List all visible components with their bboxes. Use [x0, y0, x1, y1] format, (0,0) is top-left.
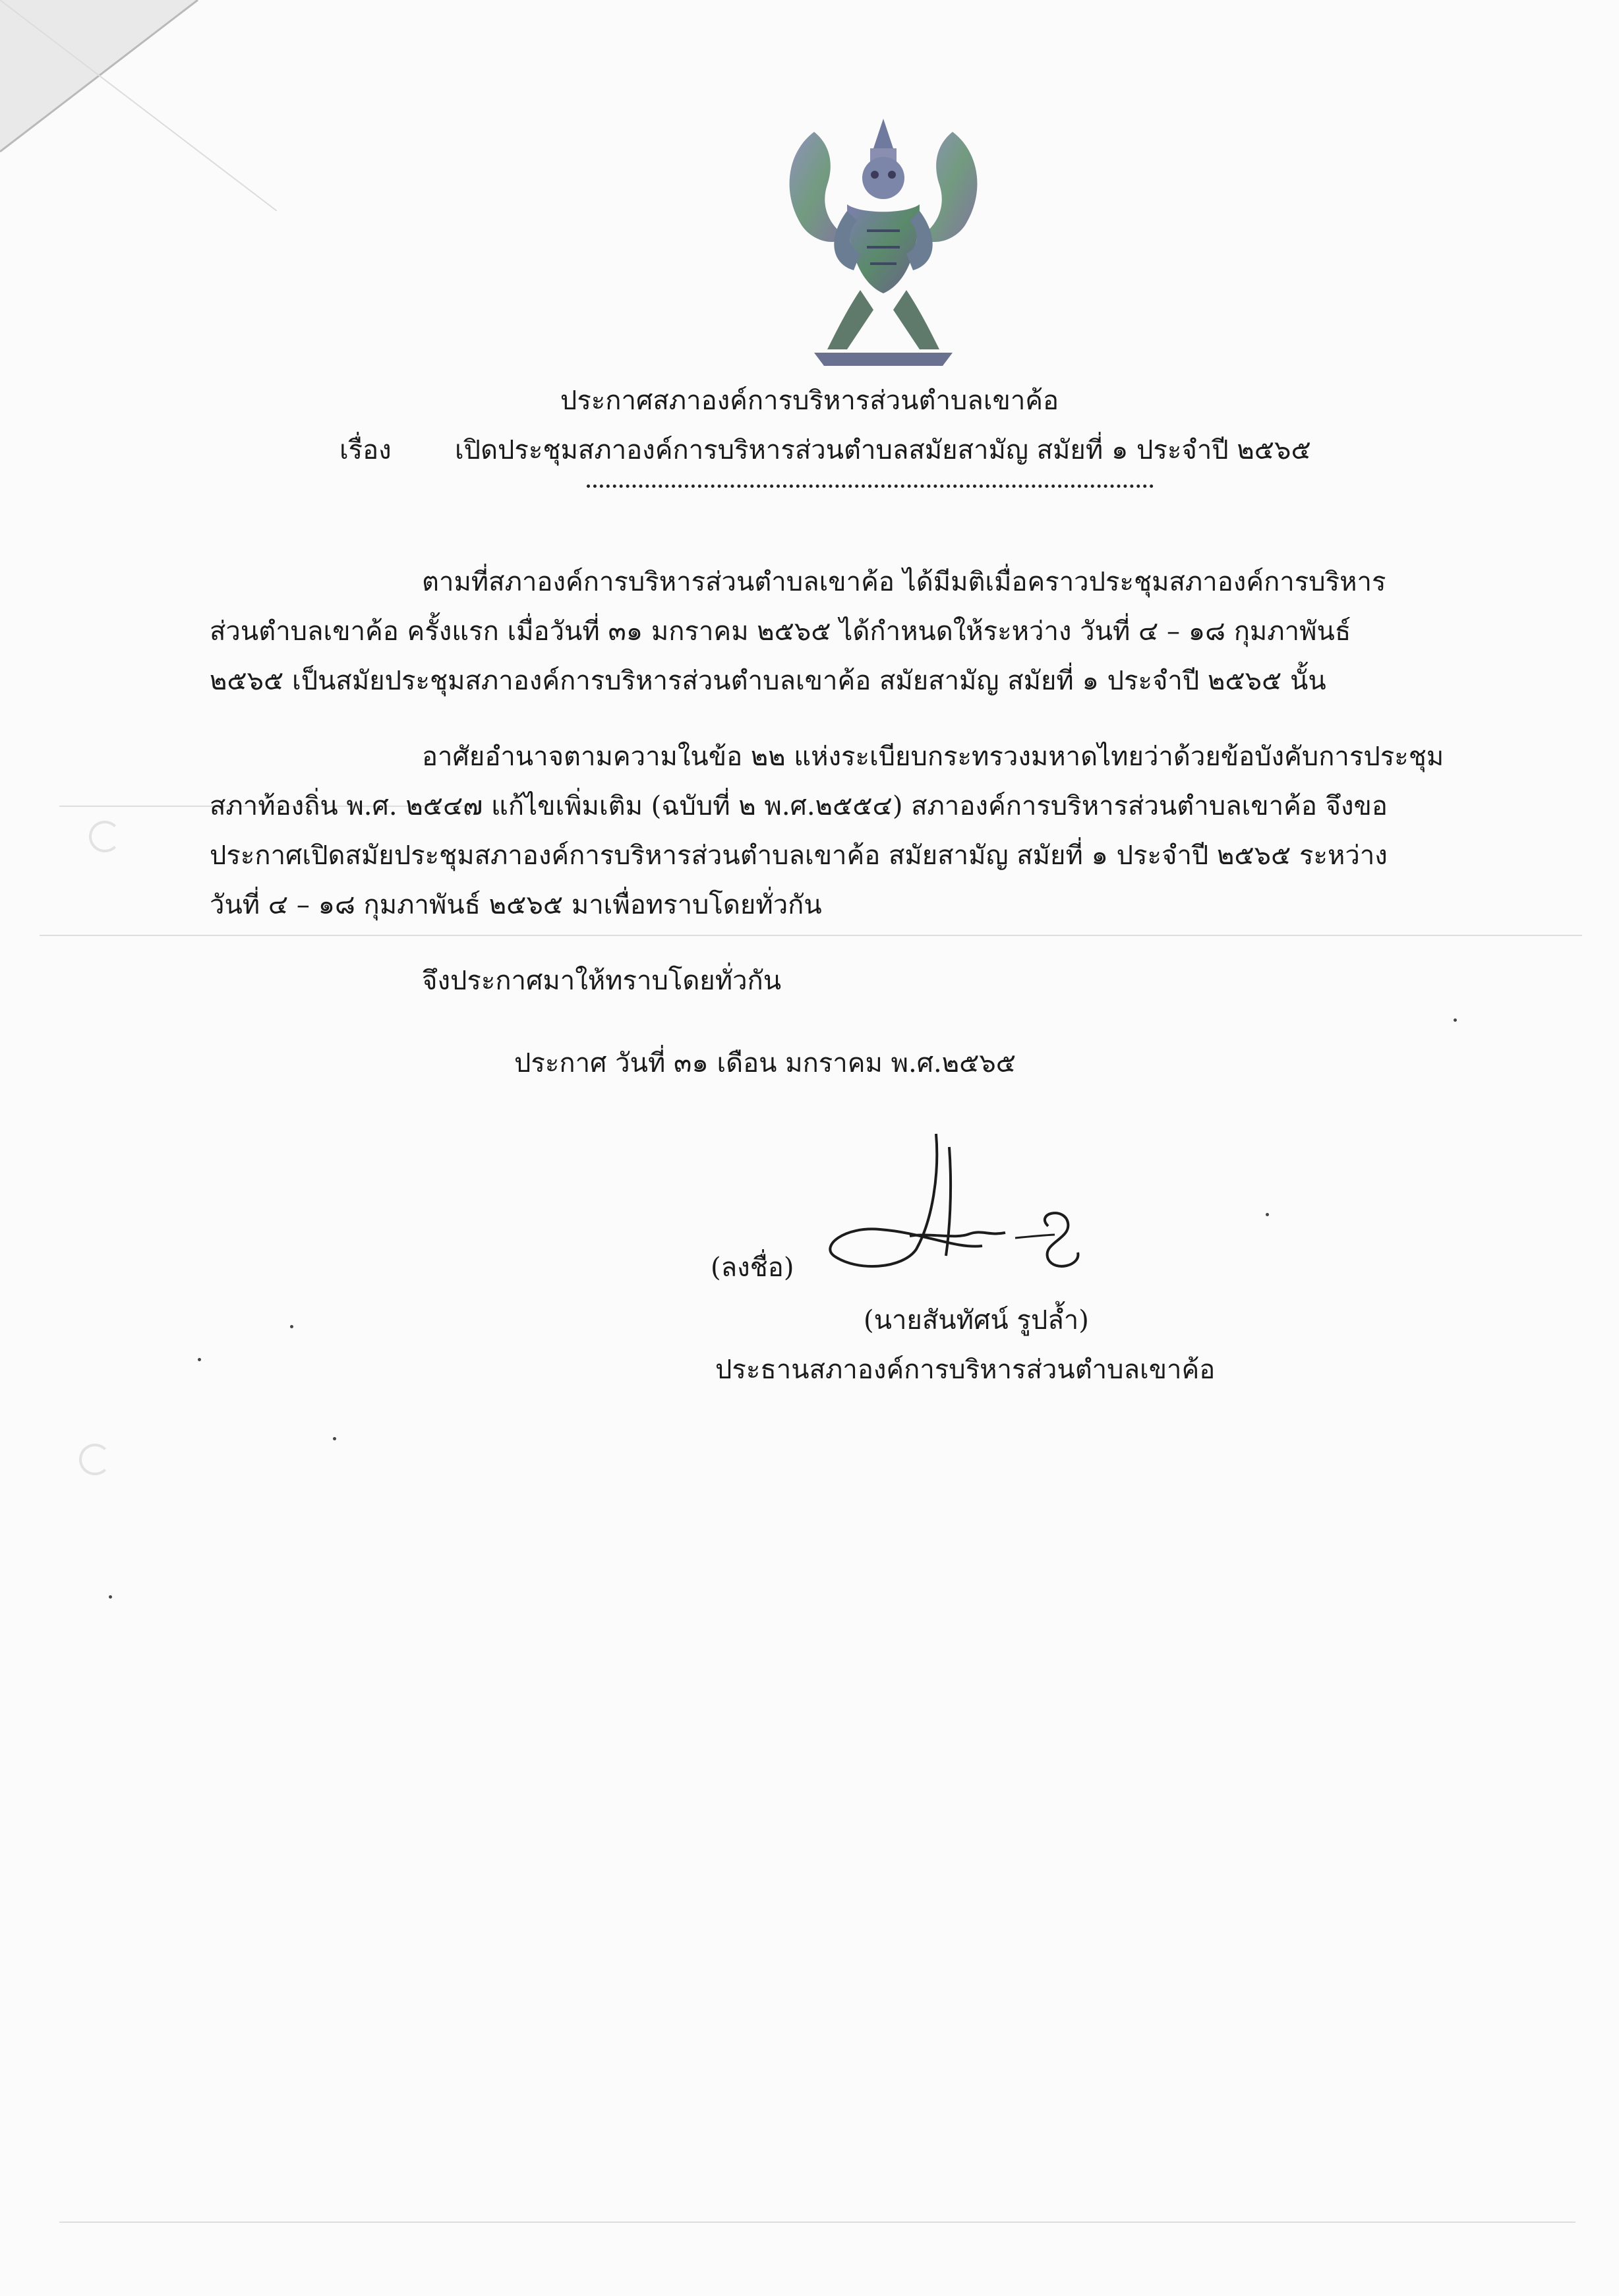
subject-text: เปิดประชุมสภาองค์การบริหารส่วนตำบลสมัยสามัญ สมัยที่ ๑ ประจำปี ๒๕๖๕ [455, 435, 1311, 465]
announcement-title: ประกาศสภาองค์การบริหารส่วนตำบลเขาค้อ [560, 386, 1059, 416]
subject-label: เรื่อง [339, 435, 392, 465]
announcement-date: ประกาศ วันที่ ๓๑ เดือน มกราคม พ.ศ.๒๕๖๕ [514, 1048, 1016, 1078]
dotted-divider [587, 485, 1154, 488]
paragraph1-line: ๒๕๖๕ เป็นสมัยประชุมสภาองค์การบริหารส่วนตำบลเขาค้อ สมัยสามัญ สมัยที่ ๑ ประจำปี ๒๕๖๕ นั้น [210, 666, 1326, 696]
garuda-emblem-icon [775, 112, 992, 372]
closing-statement: จึงประกาศมาให้ทราบโดยทั่วกัน [422, 966, 782, 996]
speck [198, 1358, 201, 1361]
folded-corner [0, 0, 277, 211]
punch-hole-mark [89, 821, 121, 852]
signature-label: (ลงชื่อ) [711, 1252, 794, 1283]
speck [109, 1595, 112, 1599]
paragraph2-line: วันที่ ๔ – ๑๘ กุมภาพันธ์ ๒๕๖๕ มาเพื่อทราบโดยทั่วกัน [210, 890, 822, 920]
punch-hole-mark [79, 1444, 111, 1475]
speck [290, 1325, 293, 1328]
paragraph2-line: อาศัยอำนาจตามความในข้อ ๒๒ แห่งระเบียบกระทรวงมหาดไทยว่าด้วยข้อบังคับการประชุม [422, 742, 1444, 772]
bleed-line [40, 935, 1582, 936]
paragraph2-line: ประกาศเปิดสมัยประชุมสภาองค์การบริหารส่วนตำบลเขาค้อ สมัยสามัญ สมัยที่ ๑ ประจำปี ๒๕๖๕ ระหว่าง [210, 840, 1388, 871]
bleed-line [59, 2222, 1575, 2223]
paragraph1-line: ส่วนตำบลเขาค้อ ครั้งแรก เมื่อวันที่ ๓๑ มกราคม ๒๕๖๕ ได้กำหนดให้ระหว่าง วันที่ ๔ – ๑๘ กุมภาพันธ์ [210, 616, 1351, 647]
handwritten-signature [817, 1121, 1107, 1299]
speck [1266, 1213, 1269, 1216]
signer-position: ประธานสภาองค์การบริหารส่วนตำบลเขาค้อ [715, 1355, 1216, 1385]
paragraph2-line: สภาท้องถิ่น พ.ศ. ๒๕๔๗ แก้ไขเพิ่มเติม (ฉบับที่ ๒ พ.ศ.๒๕๕๔) สภาองค์การบริหารส่วนตำบลเขาค้อ จึงขอ [210, 791, 1388, 821]
paragraph1-line: ตามที่สภาองค์การบริหารส่วนตำบลเขาค้อ ได้มีมติเมื่อคราวประชุมสภาองค์การบริหาร [422, 567, 1386, 597]
signer-name: (นายสันทัศน์ รูปล้ำ) [864, 1305, 1089, 1336]
speck [1454, 1018, 1457, 1022]
speck [333, 1437, 336, 1440]
